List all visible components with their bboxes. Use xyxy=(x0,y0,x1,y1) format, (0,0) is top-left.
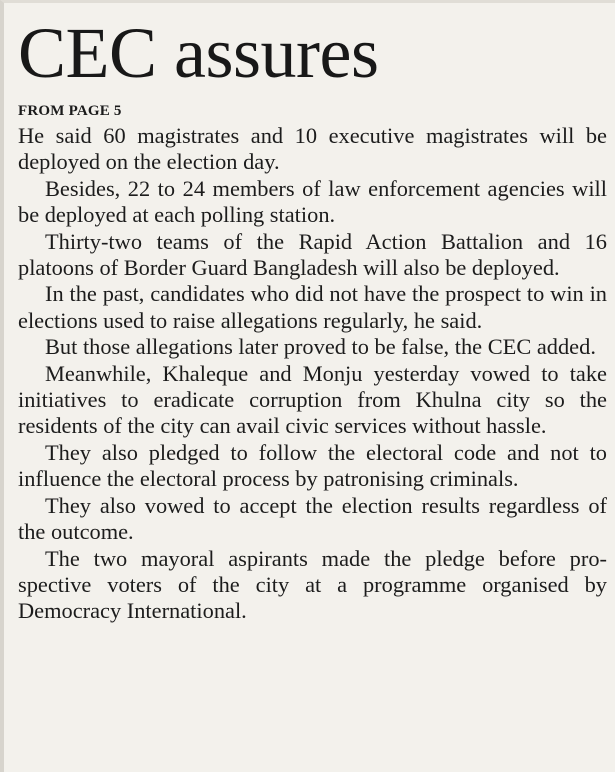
paragraph: He said 60 magistrates and 10 executive magistrates will be deployed on the election day. xyxy=(18,123,607,175)
headline: CEC assures xyxy=(18,13,379,93)
article-body xyxy=(18,123,607,625)
paragraph: But those allegations later proved to be false, the CEC added. xyxy=(45,334,596,360)
paragraph: Besides, 22 to 24 members of law enforcement agencies will be deployed at each polling station. xyxy=(18,175,607,228)
paragraph: Meanwhile, Khaleque and Monju yesterday vowed to take initiatives to eradicate corruption from Khulna city so the residents of the city can avail civic services without hassle. xyxy=(18,360,607,439)
continuation-kicker: FROM PAGE 5 xyxy=(18,103,122,119)
paragraph: In the past, candidates who did not have the prospect to win in elections used to raise allegations regularly, he said. xyxy=(18,281,607,333)
paragraph: They also vowed to accept the election results regardless of the outcome. xyxy=(18,492,607,545)
paragraph: The two mayoral aspirants made the pledge before prospective voters of the city at a programme organised by Democracy International. xyxy=(18,545,607,624)
paragraph: Thirty-two teams of the Rapid Action Battalion and 16 platoons of Border Guard Bangladesh will also be deployed. xyxy=(18,228,607,281)
paragraph: They also pledged to follow the electoral code and not to influence the electoral process by patronising criminals. xyxy=(18,439,607,492)
